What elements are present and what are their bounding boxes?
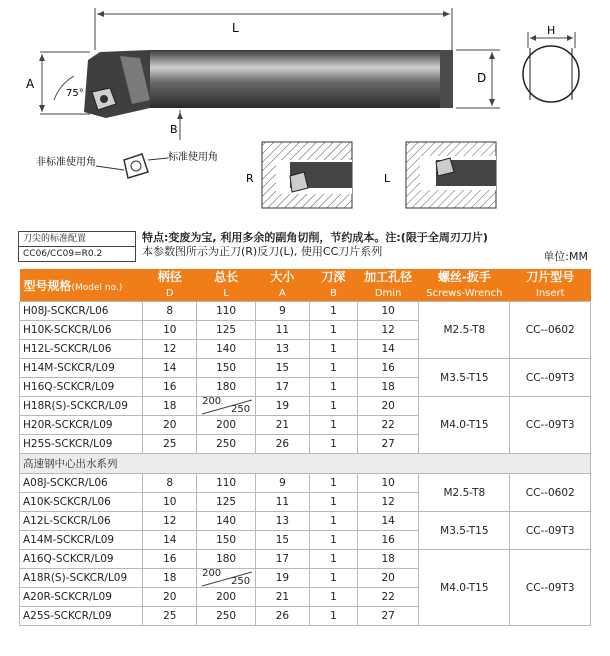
section-row xyxy=(20,454,591,474)
table-cell: 11 xyxy=(256,321,310,340)
table-cell: CC--0602 xyxy=(510,474,591,512)
unit-label: 单位:MM xyxy=(543,250,588,263)
table-cell: 27 xyxy=(358,607,419,626)
tip-config-title: 刀尖的标准配置 xyxy=(23,234,87,244)
table-cell: CC--09T3 xyxy=(510,359,591,397)
table-cell: H16Q-SCKCR/L09 xyxy=(20,378,143,397)
table-cell: 16 xyxy=(143,550,197,569)
tool-diagram xyxy=(0,0,610,230)
table-cell: 27 xyxy=(358,435,419,454)
dim-B: B xyxy=(170,123,178,136)
table-row xyxy=(20,397,591,416)
table-cell: 13 xyxy=(256,512,310,531)
table-cell: A10K-SCKCR/L06 xyxy=(20,493,143,512)
table-cell: CC--09T3 xyxy=(510,550,591,626)
table-cell: 140 xyxy=(197,512,256,531)
table-cell: 8 xyxy=(143,474,197,493)
table-cell: CC--09T3 xyxy=(510,397,591,454)
table-cell: 12 xyxy=(143,340,197,359)
header-a: 大小 A xyxy=(256,269,310,302)
table-cell: 10 xyxy=(358,474,419,493)
feature-text xyxy=(142,231,488,259)
table-cell: 17 xyxy=(256,378,310,397)
table-cell: 1 xyxy=(309,474,357,493)
table-cell: M4.0-T15 xyxy=(419,397,510,454)
table-cell: 20 xyxy=(358,397,419,416)
table-cell: 14 xyxy=(143,359,197,378)
table-cell: 200 xyxy=(197,416,256,435)
table-cell: A20R-SCKCR/L09 xyxy=(20,588,143,607)
table-cell: M2.5-T8 xyxy=(419,302,510,359)
table-cell: A14M-SCKCR/L09 xyxy=(20,531,143,550)
shank-end-view xyxy=(523,46,579,102)
table-header xyxy=(20,269,591,302)
table-cell: 18 xyxy=(358,550,419,569)
table-cell: 19 xyxy=(256,569,310,588)
table-cell: 9 xyxy=(256,302,310,321)
split-length-cell: 200 250 xyxy=(197,397,256,416)
table-cell: H18R(S)-SCKCR/L09 xyxy=(20,397,143,416)
table-cell: 180 xyxy=(197,550,256,569)
table-cell: 1 xyxy=(309,569,357,588)
table-cell: H12L-SCKCR/L06 xyxy=(20,340,143,359)
table-cell: 150 xyxy=(197,531,256,550)
insert-icon xyxy=(124,154,148,178)
table-cell: 13 xyxy=(256,340,310,359)
dim-A: A xyxy=(26,77,35,91)
table-cell: H20R-SCKCR/L09 xyxy=(20,416,143,435)
table-cell: 1 xyxy=(309,435,357,454)
table-cell: 16 xyxy=(358,531,419,550)
feature-normal: 本参数图所示为正刀(R)反刀(L), 使用CC刀片系列 xyxy=(142,245,383,258)
table-cell: 1 xyxy=(309,397,357,416)
table-cell: M4.0-T15 xyxy=(419,550,510,626)
header-l: 总长 L xyxy=(197,269,256,302)
table-row xyxy=(20,359,591,378)
table-cell: 250 xyxy=(197,435,256,454)
table-cell: 16 xyxy=(143,378,197,397)
table-row xyxy=(20,474,591,493)
table-cell: 150 xyxy=(197,359,256,378)
table-cell: 1 xyxy=(309,588,357,607)
table-cell: M3.5-T15 xyxy=(419,359,510,397)
table-cell: 1 xyxy=(309,512,357,531)
table-cell: 20 xyxy=(143,588,197,607)
table-cell: 125 xyxy=(197,321,256,340)
table-cell: 8 xyxy=(143,302,197,321)
header-d: 柄径 D xyxy=(143,269,197,302)
table-cell: 18 xyxy=(143,569,197,588)
table-cell: 14 xyxy=(143,531,197,550)
table-cell: 12 xyxy=(358,321,419,340)
tool-shank xyxy=(150,50,450,108)
dim-L: L xyxy=(232,21,239,35)
table-cell: 125 xyxy=(197,493,256,512)
table-cell: A18R(S)-SCKCR/L09 xyxy=(20,569,143,588)
label-R: R xyxy=(246,172,254,185)
header-insert: 刀片型号 Insert xyxy=(510,269,591,302)
header-screw: 螺丝-扳手 Screws-Wrench xyxy=(419,269,510,302)
table-cell: 1 xyxy=(309,340,357,359)
table-cell: 18 xyxy=(358,378,419,397)
table-cell: H10K-SCKCR/L06 xyxy=(20,321,143,340)
table-cell: 18 xyxy=(143,397,197,416)
table-cell: 21 xyxy=(256,416,310,435)
table-cell: 17 xyxy=(256,550,310,569)
table-cell: 110 xyxy=(197,474,256,493)
table-cell: 200 xyxy=(197,588,256,607)
table-cell: 25 xyxy=(143,435,197,454)
table-cell: 1 xyxy=(309,321,357,340)
split-length-cell: 200 250 xyxy=(197,569,256,588)
table-cell: 15 xyxy=(256,531,310,550)
table-cell: H25S-SCKCR/L09 xyxy=(20,435,143,454)
table-cell: 12 xyxy=(143,512,197,531)
table-cell: 20 xyxy=(358,569,419,588)
table-cell: CC--0602 xyxy=(510,302,591,359)
header-model: 型号规格(Model no.) xyxy=(20,269,143,302)
spec-table xyxy=(19,269,591,626)
dim-D: D xyxy=(477,71,487,85)
table-cell: 26 xyxy=(256,435,310,454)
table-cell: 14 xyxy=(358,340,419,359)
table-cell: 1 xyxy=(309,302,357,321)
table-body xyxy=(20,302,591,626)
table-cell: 1 xyxy=(309,531,357,550)
label-L-hand: L xyxy=(384,172,391,185)
table-row xyxy=(20,512,591,531)
table-cell: H08J-SCKCR/L06 xyxy=(20,302,143,321)
table-cell: 20 xyxy=(143,416,197,435)
table-cell: 15 xyxy=(256,359,310,378)
table-cell: 10 xyxy=(143,493,197,512)
table-cell: 180 xyxy=(197,378,256,397)
feature-bold: 特点:变废为宝, 利用多余的副角切削，节约成本。注:(限于全周刃刀片) xyxy=(142,231,488,244)
section-title: 高速钢中心出水系列 xyxy=(20,454,591,474)
table-cell: 1 xyxy=(309,607,357,626)
table-cell: 16 xyxy=(358,359,419,378)
table-cell: 11 xyxy=(256,493,310,512)
table-cell: H14M-SCKCR/L09 xyxy=(20,359,143,378)
table-cell: 21 xyxy=(256,588,310,607)
table-cell: A25S-SCKCR/L09 xyxy=(20,607,143,626)
table-cell: 1 xyxy=(309,493,357,512)
table-cell: M2.5-T8 xyxy=(419,474,510,512)
label-standard: 标准使用角 xyxy=(168,152,218,163)
table-cell: 14 xyxy=(358,512,419,531)
table-cell: 110 xyxy=(197,302,256,321)
table-cell: 140 xyxy=(197,340,256,359)
tip-config-value: CC06/CC09=R0.2 xyxy=(19,246,135,261)
tip-config-box xyxy=(18,231,136,262)
table-cell: 22 xyxy=(358,588,419,607)
dim-H: H xyxy=(547,24,556,37)
table-cell: 1 xyxy=(309,378,357,397)
table-cell: 10 xyxy=(143,321,197,340)
table-cell: 250 xyxy=(197,607,256,626)
angle-label: 75° xyxy=(66,88,84,99)
table-row xyxy=(20,302,591,321)
table-cell: 26 xyxy=(256,607,310,626)
table-cell: A08J-SCKCR/L06 xyxy=(20,474,143,493)
table-cell: A16Q-SCKCR/L09 xyxy=(20,550,143,569)
table-cell: 10 xyxy=(358,302,419,321)
table-cell: 1 xyxy=(309,550,357,569)
header-dmin: 加工孔径 Dmin xyxy=(358,269,419,302)
header-b: 刀深 B xyxy=(309,269,357,302)
table-cell: CC--09T3 xyxy=(510,512,591,550)
table-row xyxy=(20,550,591,569)
table-cell: 1 xyxy=(309,359,357,378)
table-cell: M3.5-T15 xyxy=(419,512,510,550)
table-cell: 25 xyxy=(143,607,197,626)
table-cell: 19 xyxy=(256,397,310,416)
table-cell: 1 xyxy=(309,416,357,435)
table-cell: 12 xyxy=(358,493,419,512)
table-cell: A12L-SCKCR/L06 xyxy=(20,512,143,531)
table-cell: 22 xyxy=(358,416,419,435)
table-cell: 9 xyxy=(256,474,310,493)
label-nonstandard: 非标准使用角 xyxy=(36,157,96,168)
